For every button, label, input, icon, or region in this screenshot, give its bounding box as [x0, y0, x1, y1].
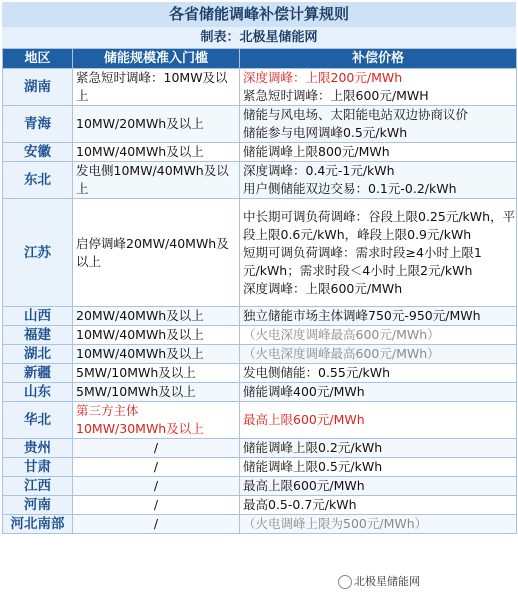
threshold-text: 10MW/20MWh及以上	[76, 116, 204, 131]
table-row	[3, 477, 517, 496]
threshold-cell	[73, 69, 240, 106]
threshold-text: 5MW/10MWh及以上	[76, 365, 196, 380]
region-cell: 华北	[3, 402, 73, 439]
price-text: 储能调峰上限0.5元/kWh	[243, 459, 383, 474]
watermark	[336, 573, 422, 589]
threshold-text: 10MW/30MWh及以上	[76, 421, 204, 436]
wechat-icon	[338, 575, 352, 589]
table-row	[3, 69, 517, 106]
price-text: 最高上限600元/MWh	[243, 412, 365, 427]
table-body	[3, 69, 517, 534]
price-text: （火电深度调峰最高600元/MWh）	[243, 346, 440, 361]
price-text: （火电调峰上限为500元/MWh）	[243, 516, 428, 531]
price-cell	[240, 458, 517, 477]
threshold-text: 第三方主体	[76, 403, 139, 418]
threshold-text: 启停调峰20MW/40MWh及以上	[76, 235, 229, 269]
price-cell	[240, 199, 517, 307]
threshold-cell	[73, 515, 240, 534]
table-row	[3, 364, 517, 383]
region-cell: 新疆	[3, 364, 73, 383]
header-threshold: 储能规模准入门槛	[73, 49, 240, 69]
region-cell: 东北	[3, 162, 73, 199]
price-cell	[240, 307, 517, 326]
region-cell: 甘肃	[3, 458, 73, 477]
threshold-cell	[73, 345, 240, 364]
price-text: 深度调峰：上限600元/MWh	[243, 280, 403, 296]
table-row	[3, 307, 517, 326]
threshold-text: 10MW/40MWh及以上	[76, 346, 204, 361]
table-header-row	[3, 49, 517, 69]
price-cell	[240, 515, 517, 534]
price-text: 中长期可调负荷调峰：谷段上限0.25元/kWh，平段上限0.6元/kWh，峰段上限0.9元/kWh	[243, 208, 516, 242]
header-region: 地区	[3, 49, 73, 69]
price-cell	[240, 326, 517, 345]
document	[2, 2, 516, 534]
price-cell	[240, 402, 517, 439]
threshold-cell	[73, 326, 240, 345]
region-cell: 湖南	[3, 69, 73, 106]
price-text: 短期可调负荷调峰：需求时段≥4小时上限1元/kWh；需求时段＜4小时上限2元/kWh	[243, 244, 482, 278]
table-row	[3, 515, 517, 534]
table-row	[3, 162, 517, 199]
price-cell	[240, 162, 517, 199]
threshold-text: /	[153, 440, 159, 455]
threshold-cell	[73, 458, 240, 477]
table-row	[3, 383, 517, 402]
table-row	[3, 402, 517, 439]
price-text: 最高上限600元/MWh	[243, 478, 365, 493]
price-text: 最高0.5-0.7元/kWh	[243, 497, 357, 512]
threshold-cell	[73, 162, 240, 199]
price-cell	[240, 69, 517, 106]
table-row	[3, 106, 517, 143]
threshold-text: 10MW/40MWh及以上	[76, 144, 204, 159]
price-text: 储能调峰上限0.2元/kWh	[243, 440, 383, 455]
price-text: 储能参与电网调峰0.5元/kWh	[243, 125, 408, 140]
table-row	[3, 439, 517, 458]
price-text: 发电侧储能：0.55元/kWh	[243, 365, 391, 380]
price-cell	[240, 345, 517, 364]
price-cell	[240, 106, 517, 143]
region-cell: 河南	[3, 496, 73, 515]
threshold-text: /	[153, 459, 159, 474]
region-cell: 青海	[3, 106, 73, 143]
table-row	[3, 345, 517, 364]
threshold-text: 10MW/40MWh及以上	[76, 327, 204, 342]
region-cell: 湖北	[3, 345, 73, 364]
price-text: 独立储能市场主体调峰750元-950元/MWh	[243, 308, 481, 323]
threshold-text: /	[153, 516, 159, 531]
price-text: 储能调峰400元/MWh	[243, 384, 365, 399]
threshold-text: 20MW/40MWh及以上	[76, 308, 204, 323]
threshold-cell	[73, 364, 240, 383]
threshold-cell	[73, 106, 240, 143]
threshold-cell	[73, 496, 240, 515]
table-row	[3, 326, 517, 345]
price-cell	[240, 383, 517, 402]
region-cell: 江西	[3, 477, 73, 496]
region-cell: 贵州	[3, 439, 73, 458]
threshold-cell	[73, 199, 240, 307]
price-text: 储能调峰上限800元/MWh	[243, 144, 390, 159]
threshold-cell	[73, 402, 240, 439]
region-cell: 安徽	[3, 143, 73, 162]
threshold-cell	[73, 477, 240, 496]
threshold-text: 紧急短时调峰：10MW及以上	[76, 70, 228, 103]
region-cell: 山东	[3, 383, 73, 402]
threshold-text: /	[153, 478, 159, 493]
threshold-cell	[73, 307, 240, 326]
table-row	[3, 199, 517, 307]
price-text: 储能与风电场、太阳能电站双边协商议价	[243, 107, 469, 122]
price-text: 深度调峰：0.4元-1元/kWh	[243, 163, 395, 178]
region-cell: 河北南部	[3, 515, 73, 534]
region-cell: 山西	[3, 307, 73, 326]
table-row	[3, 496, 517, 515]
price-text: 深度调峰：上限200元/MWh	[243, 70, 403, 85]
compensation-table	[2, 48, 517, 534]
threshold-cell	[73, 143, 240, 162]
price-cell	[240, 439, 517, 458]
page-subtitle: 制表：北极星储能网	[2, 27, 516, 48]
watermark-text: 北极星储能网	[354, 575, 420, 588]
price-text: 用户侧储能双边交易：0.1元-0.2/kWh	[243, 181, 457, 196]
price-text: 紧急短时调峰：上限600元/MWH	[243, 88, 429, 103]
header-price: 补偿价格	[240, 49, 517, 69]
threshold-text: 发电侧10MW/40MWh及以上	[76, 163, 229, 196]
price-cell	[240, 364, 517, 383]
region-cell: 福建	[3, 326, 73, 345]
threshold-text: /	[153, 497, 159, 512]
price-text: （火电深度调峰最高600元/MWh）	[243, 327, 440, 342]
table-row	[3, 458, 517, 477]
page-title: 各省储能调峰补偿计算规则	[2, 2, 516, 27]
price-cell	[240, 477, 517, 496]
threshold-text: 5MW/10MWh及以上	[76, 384, 196, 399]
table-row	[3, 143, 517, 162]
price-cell	[240, 143, 517, 162]
threshold-cell	[73, 383, 240, 402]
price-cell	[240, 496, 517, 515]
threshold-cell	[73, 439, 240, 458]
region-cell: 江苏	[3, 199, 73, 307]
